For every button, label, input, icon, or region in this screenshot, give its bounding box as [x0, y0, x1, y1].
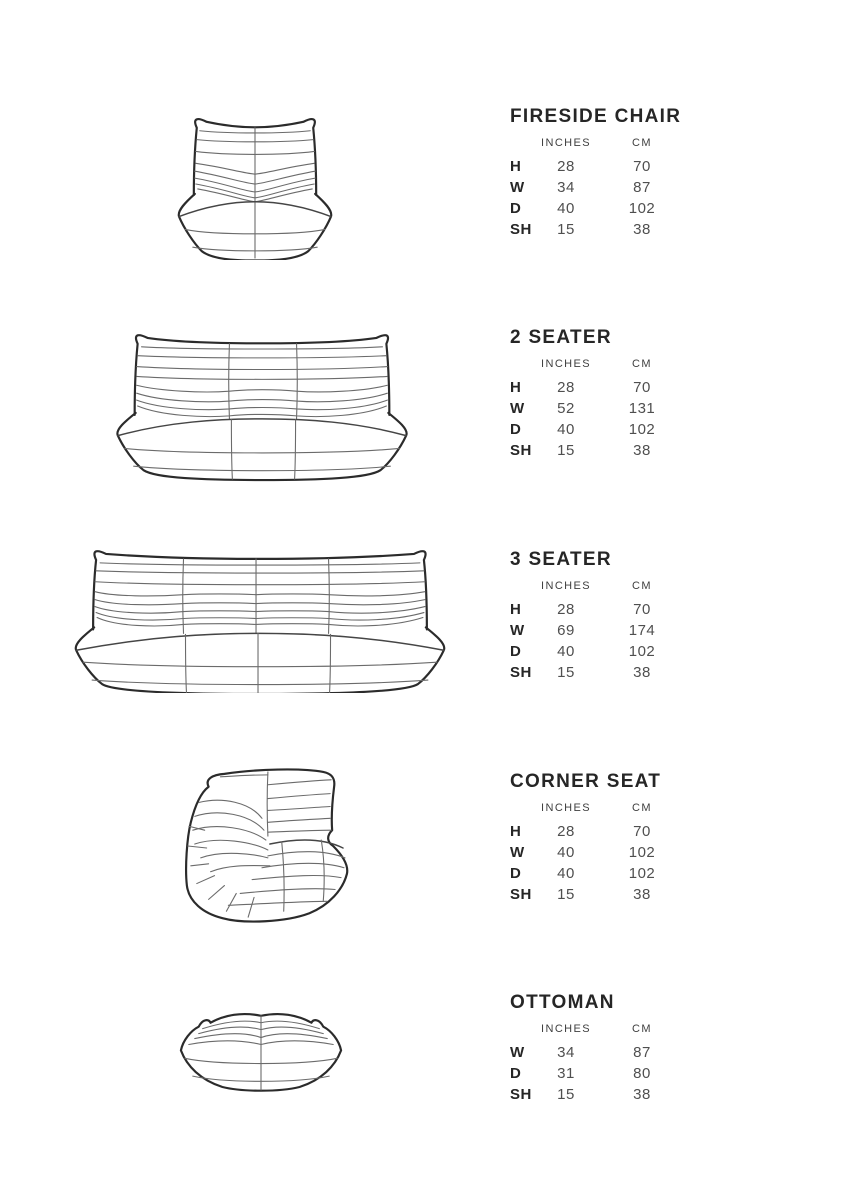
cm-column-header: CM [632, 802, 652, 814]
inches-value: 34 [557, 1044, 575, 1061]
cm-value: 102 [628, 865, 656, 882]
inches-value: 28 [557, 158, 575, 175]
dimension-row [510, 1063, 740, 1084]
cm-value: 38 [633, 221, 651, 238]
dimension-row [510, 198, 740, 219]
dimension-row [510, 1042, 740, 1063]
dimension-row [510, 821, 740, 842]
inches-value: 15 [557, 886, 575, 903]
dimension-row [510, 156, 740, 177]
cm-column-header: CM [632, 1023, 652, 1035]
dimension-label: D [510, 200, 522, 217]
dimension-label: SH [510, 442, 532, 459]
inches-value: 40 [557, 421, 575, 438]
inches-value: 15 [557, 221, 575, 238]
cm-value: 70 [633, 823, 651, 840]
cm-value: 102 [628, 421, 656, 438]
inches-value: 15 [557, 664, 575, 681]
dimension-label: W [510, 622, 525, 639]
inches-column-header: INCHES [541, 1023, 591, 1035]
dimension-label: D [510, 643, 522, 660]
cm-value: 38 [633, 886, 651, 903]
dimension-label: D [510, 865, 522, 882]
dimension-label: W [510, 179, 525, 196]
dimension-row [510, 419, 740, 440]
product-title: 3 SEATER [510, 549, 612, 570]
cm-value: 87 [633, 1044, 651, 1061]
inches-value: 28 [557, 823, 575, 840]
dimension-label: SH [510, 1086, 532, 1103]
dimension-label: H [510, 601, 522, 618]
inches-value: 69 [557, 622, 575, 639]
dimension-label: H [510, 379, 522, 396]
dimension-row [510, 641, 740, 662]
units-header-row [510, 136, 740, 150]
three-seater-drawing [69, 544, 451, 693]
dimension-row [510, 377, 740, 398]
two-seater-drawing [109, 328, 415, 486]
dimension-row [510, 884, 740, 905]
dimension-row [510, 398, 740, 419]
inches-column-header: INCHES [541, 802, 591, 814]
cm-value: 70 [633, 601, 651, 618]
inches-value: 15 [557, 1086, 575, 1103]
cm-value: 80 [633, 1065, 651, 1082]
inches-value: 28 [557, 379, 575, 396]
dimension-row [510, 863, 740, 884]
cm-value: 70 [633, 158, 651, 175]
dimension-label: SH [510, 664, 532, 681]
dimension-row [510, 620, 740, 641]
corner-seat-drawing [163, 763, 357, 931]
cm-value: 131 [628, 400, 656, 417]
inches-column-header: INCHES [541, 580, 591, 592]
cm-value: 102 [628, 844, 656, 861]
dimension-label: SH [510, 886, 532, 903]
cm-value: 38 [633, 664, 651, 681]
dimension-label: W [510, 844, 525, 861]
inches-value: 52 [557, 400, 575, 417]
inches-value: 34 [557, 179, 575, 196]
dimension-label: W [510, 1044, 525, 1061]
dimension-row [510, 842, 740, 863]
inches-column-header: INCHES [541, 358, 591, 370]
dimension-label: W [510, 400, 525, 417]
inches-column-header: INCHES [541, 137, 591, 149]
cm-value: 38 [633, 1086, 651, 1103]
product-title: CORNER SEAT [510, 771, 662, 792]
dimension-label: H [510, 158, 522, 175]
dimension-label: D [510, 421, 522, 438]
cm-value: 38 [633, 442, 651, 459]
cm-value: 87 [633, 179, 651, 196]
units-header-row [510, 1022, 740, 1036]
units-header-row [510, 579, 740, 593]
dimension-row [510, 219, 740, 240]
inches-value: 40 [557, 844, 575, 861]
ottoman-drawing [173, 989, 349, 1098]
cm-column-header: CM [632, 358, 652, 370]
inches-value: 15 [557, 442, 575, 459]
inches-value: 31 [557, 1065, 575, 1082]
units-header-row [510, 357, 740, 371]
cm-column-header: CM [632, 580, 652, 592]
cm-value: 70 [633, 379, 651, 396]
dimension-row [510, 599, 740, 620]
cm-value: 102 [628, 643, 656, 660]
product-title: FIRESIDE CHAIR [510, 106, 682, 127]
inches-value: 40 [557, 865, 575, 882]
dimension-row [510, 662, 740, 683]
inches-value: 28 [557, 601, 575, 618]
units-header-row [510, 801, 740, 815]
dimension-row [510, 440, 740, 461]
product-title: OTTOMAN [510, 992, 615, 1013]
dimension-row [510, 1084, 740, 1105]
dimension-label: D [510, 1065, 522, 1082]
fireside-chair-drawing [166, 112, 344, 260]
inches-value: 40 [557, 200, 575, 217]
dimension-row [510, 177, 740, 198]
dimension-label: H [510, 823, 522, 840]
cm-value: 174 [628, 622, 656, 639]
cm-column-header: CM [632, 137, 652, 149]
cm-value: 102 [628, 200, 656, 217]
product-title: 2 SEATER [510, 327, 612, 348]
dimension-label: SH [510, 221, 532, 238]
inches-value: 40 [557, 643, 575, 660]
